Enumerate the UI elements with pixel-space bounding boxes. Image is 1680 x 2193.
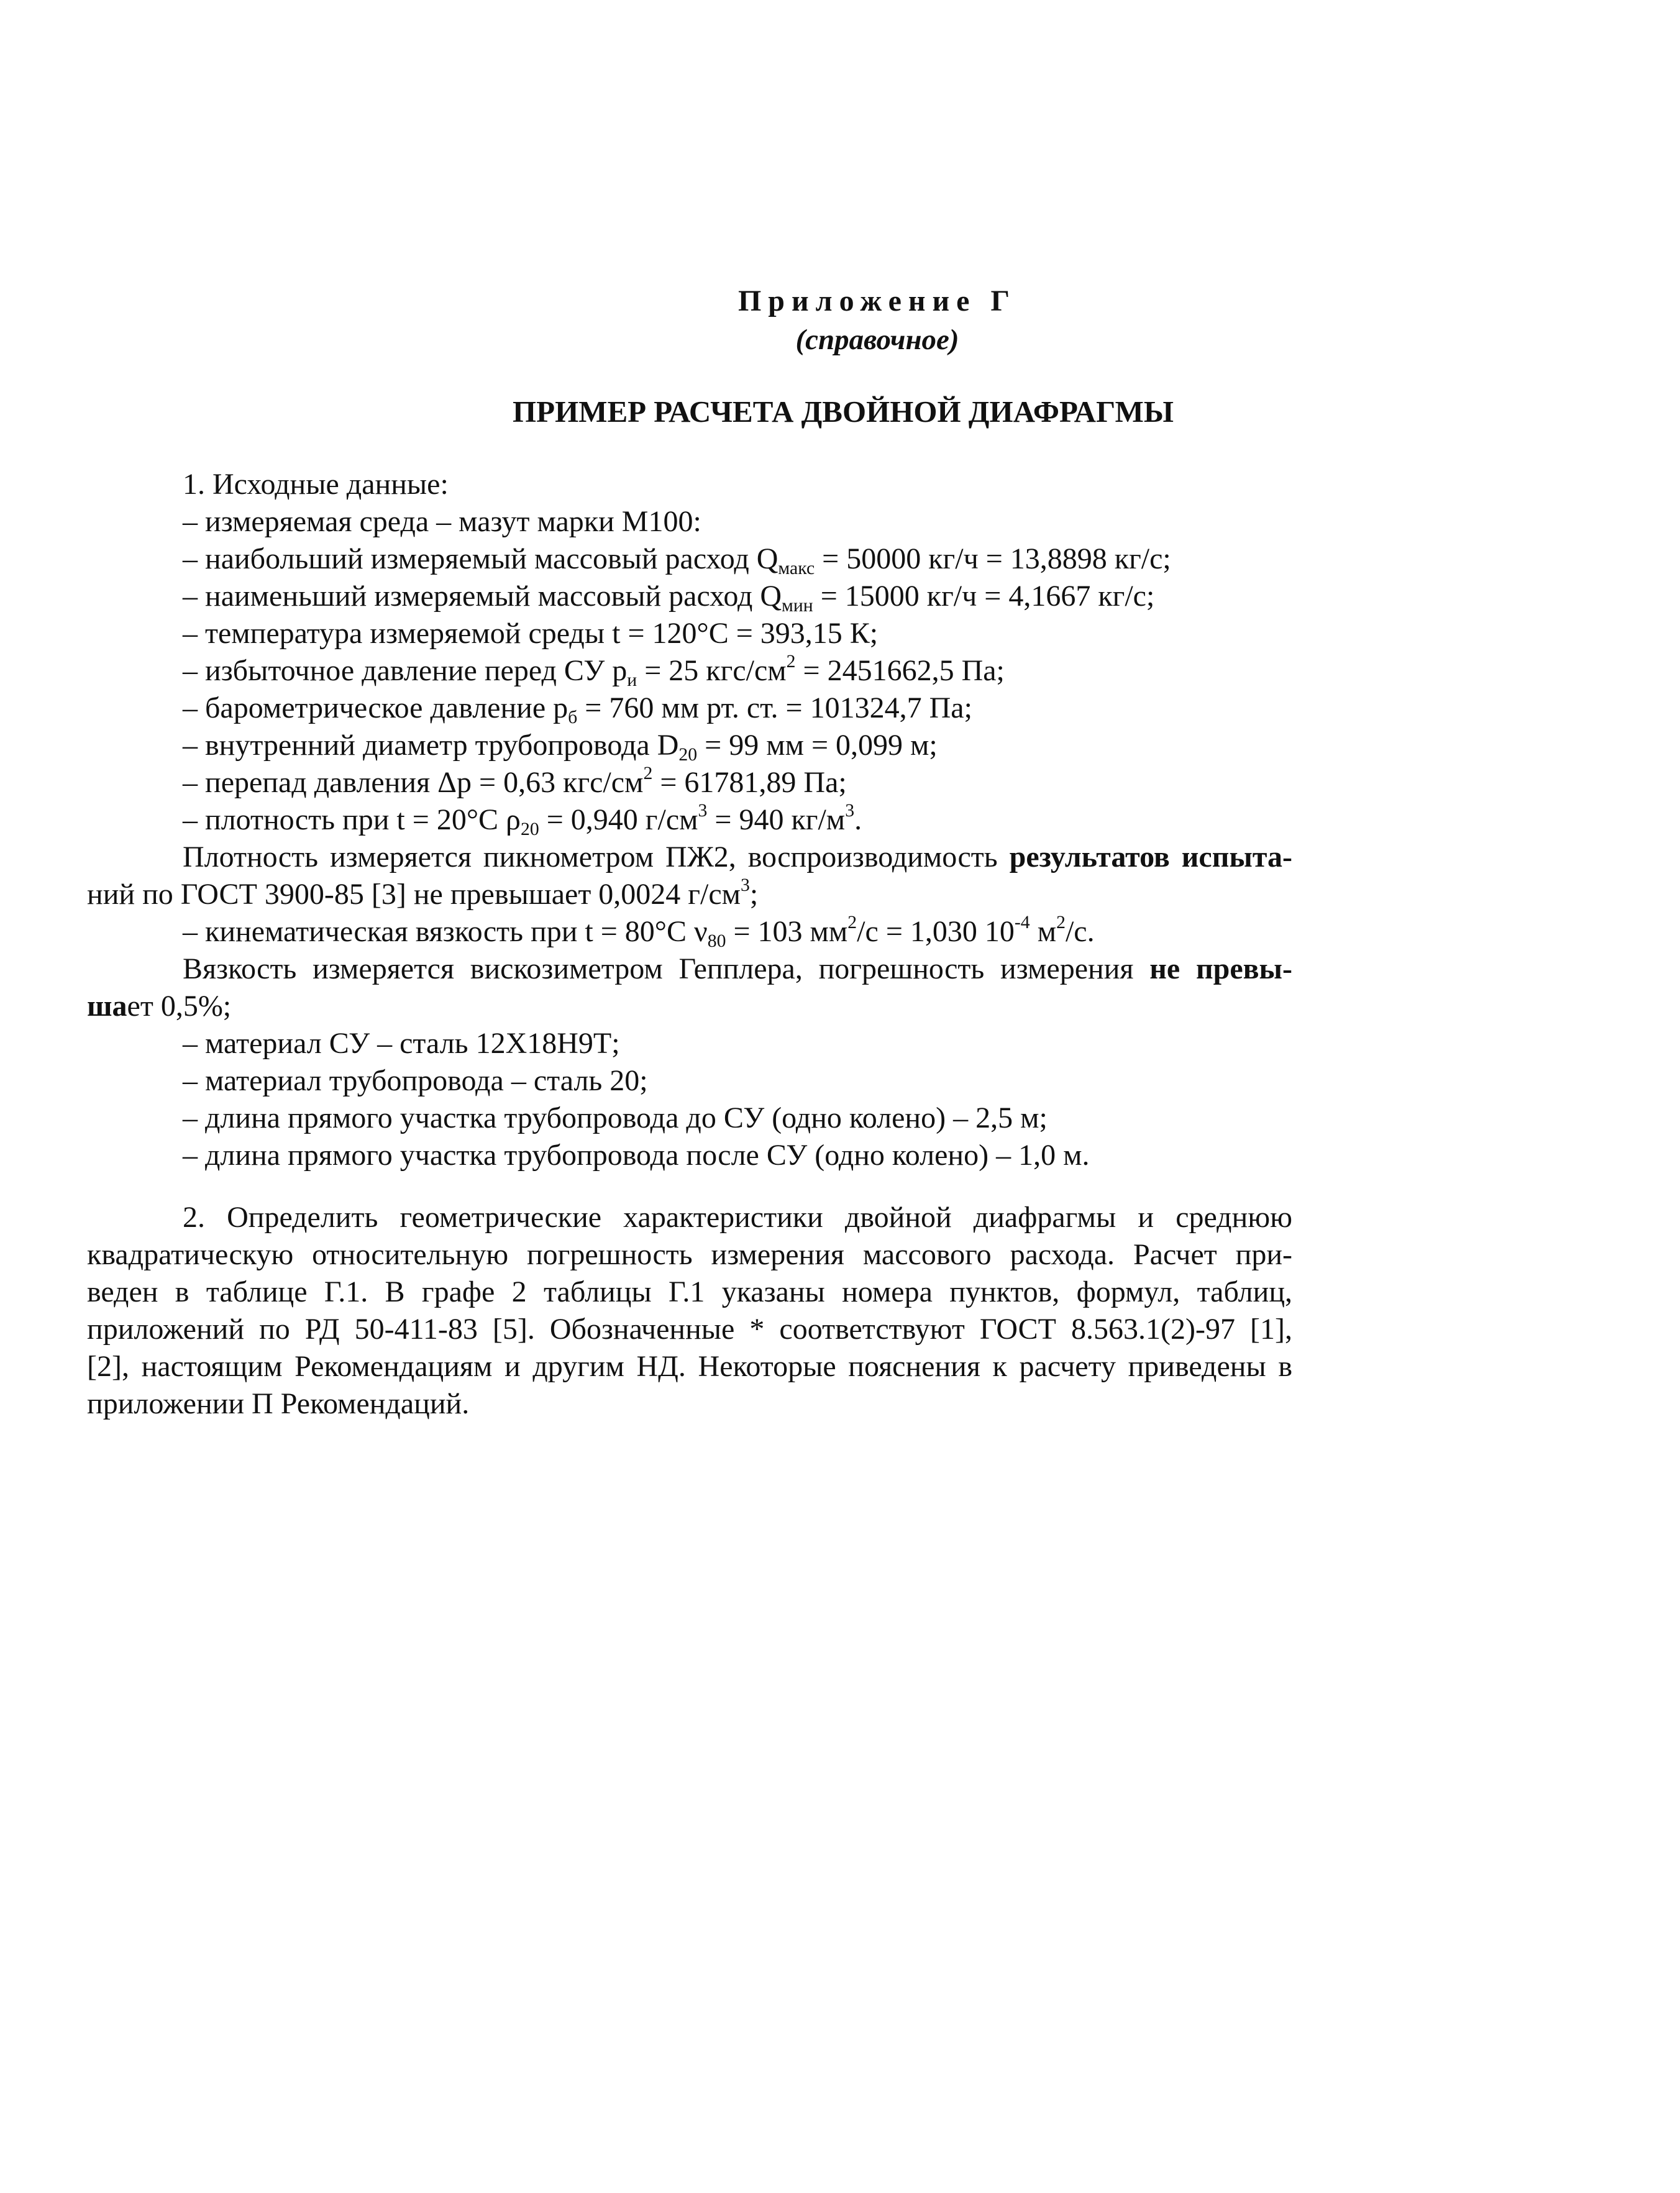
list-item-length-before: – длина прямого участка трубопровода до СУ (одно колено) – 2,5 м; (183, 1101, 1048, 1134)
diameter-subscript: 20 (678, 744, 698, 765)
baro-text: – барометрическое давление р (183, 691, 568, 724)
page-title: ПРИМЕР РАСЧЕТА ДВОЙНОЙ ДИАФРАГМЫ (513, 394, 1174, 429)
list-item-temperature: – температура измеряемой среды t = 120°С = 393,15 К; (183, 617, 879, 650)
viscosity-unit: м (1029, 915, 1057, 948)
pressure-value: = 25 кгс/см (637, 654, 787, 687)
viscosity-value-si: /с = 1,030 10 (857, 915, 1015, 948)
density-end: . (854, 803, 862, 836)
dp-value: = 61781,89 Па; (652, 766, 847, 799)
viscometer-text-a: Вязкость измеряется вискозиметром Гепплера, погрешность измерения (183, 952, 1134, 985)
section2-line3: веден в таблице Г.1. В графе 2 таблицы Г.1 указаны номера пунктов, формул, таблиц, (87, 1275, 1292, 1308)
pycnometer-paragraph-line1 (183, 839, 1292, 876)
qmax-text: – наибольший измеряемый массовый расход Q (183, 542, 778, 575)
list-item-barometric (183, 690, 972, 727)
viscosity-exponent: -4 (1014, 912, 1030, 933)
density-value: = 0,940 г/см (539, 803, 698, 836)
list-item-density (183, 801, 862, 839)
viscosity-subscript: 80 (707, 930, 726, 951)
section2-line6: приложении П Рекомендаций. (87, 1387, 470, 1420)
list-item-qmax (183, 540, 1171, 578)
section2-line4: приложений по РД 50-411-83 [5]. Обозначенные * соответствуют ГОСТ 8.563.1(2)-97 [1], (87, 1313, 1292, 1346)
list-item-length-after: – длина прямого участка трубопровода после СУ (одно колено) – 1,0 м. (183, 1139, 1090, 1172)
pycnometer-superscript: 3 (741, 875, 750, 896)
viscosity-superscript-3: 2 (1056, 912, 1066, 933)
pressure-subscript: и (627, 669, 637, 690)
viscosity-superscript-1: 2 (847, 912, 857, 933)
list-item-qmin (183, 578, 1154, 615)
viscometer-text-b: не превы- (1149, 952, 1293, 985)
pycnometer-text-a: Плотность измеряется пикнометром ПЖ2, воспроизводимость (183, 841, 998, 873)
viscosity-value: = 103 мм (726, 915, 848, 948)
list-item-material-su: – материал СУ – сталь 12Х18Н9Т; (183, 1027, 620, 1060)
qmax-subscript: макс (778, 557, 815, 578)
baro-value: = 760 мм рт. ст. = 101324,7 Па; (577, 691, 972, 724)
section2-line2: квадратическую относительную погрешность измерения массового расхода. Расчет при- (87, 1238, 1292, 1271)
list-item-viscosity (183, 913, 1095, 951)
viscosity-end: /с. (1065, 915, 1095, 948)
qmin-subscript: мин (782, 595, 813, 616)
list-item-medium: – измеряемая среда – мазут марки М100: (183, 505, 701, 538)
qmax-value: = 50000 кг/ч = 13,8898 кг/с; (815, 542, 1171, 575)
diameter-value: = 99 мм = 0,099 м; (697, 729, 938, 762)
pressure-superscript: 2 (786, 651, 796, 672)
pressure-value-pa: = 2451662,5 Па; (795, 654, 1005, 687)
list-item-diameter (183, 727, 938, 764)
dp-superscript: 2 (643, 763, 653, 784)
viscosity-text: – кинематическая вязкость при t = 80°С ν (183, 915, 708, 948)
section2-line5: [2], настоящим Рекомендациям и другим НД. Некоторые пояснения к расчету приведены в (87, 1350, 1292, 1383)
pycnometer-text-b: результатов испыта- (1009, 841, 1293, 873)
baro-subscript: б (568, 706, 578, 727)
list-item-pressure-drop (183, 764, 847, 801)
appendix-label: Приложение Г (737, 285, 1017, 317)
qmin-text: – наименьший измеряемый массовый расход Q (183, 580, 782, 613)
section2-line1: 2. Определить геометрические характеристики двойной диафрагмы и среднюю (183, 1201, 1292, 1234)
density-value-kg: = 940 кг/м (707, 803, 846, 836)
pycnometer-end: ; (749, 878, 759, 911)
appendix-note: (справочное) (795, 324, 959, 356)
pycnometer-text-c: ний по ГОСТ 3900-85 [3] не превышает 0,0024 г/см (87, 878, 741, 911)
list-item-pressure (183, 652, 1005, 690)
density-subscript: 20 (520, 818, 539, 839)
pressure-text: – избыточное давление перед СУ р (183, 654, 628, 687)
density-superscript-2: 3 (845, 800, 855, 821)
dp-text: – перепад давления Δр = 0,63 кгс/см (183, 766, 644, 799)
pycnometer-paragraph-line2 (87, 876, 758, 913)
viscometer-text-c: ша (87, 990, 127, 1023)
viscometer-paragraph-line2 (87, 988, 231, 1025)
list-item-material-pipe: – материал трубопровода – сталь 20; (183, 1064, 648, 1097)
viscometer-paragraph-line1 (183, 951, 1292, 988)
density-text: – плотность при t = 20°С ρ (183, 803, 521, 836)
qmin-value: = 15000 кг/ч = 4,1667 кг/с; (813, 580, 1155, 613)
diameter-text: – внутренний диаметр трубопровода D (183, 729, 679, 762)
section1-heading: 1. Исходные данные: (183, 468, 449, 501)
viscometer-text-d: ет 0,5%; (127, 990, 232, 1023)
density-superscript-1: 3 (698, 800, 708, 821)
